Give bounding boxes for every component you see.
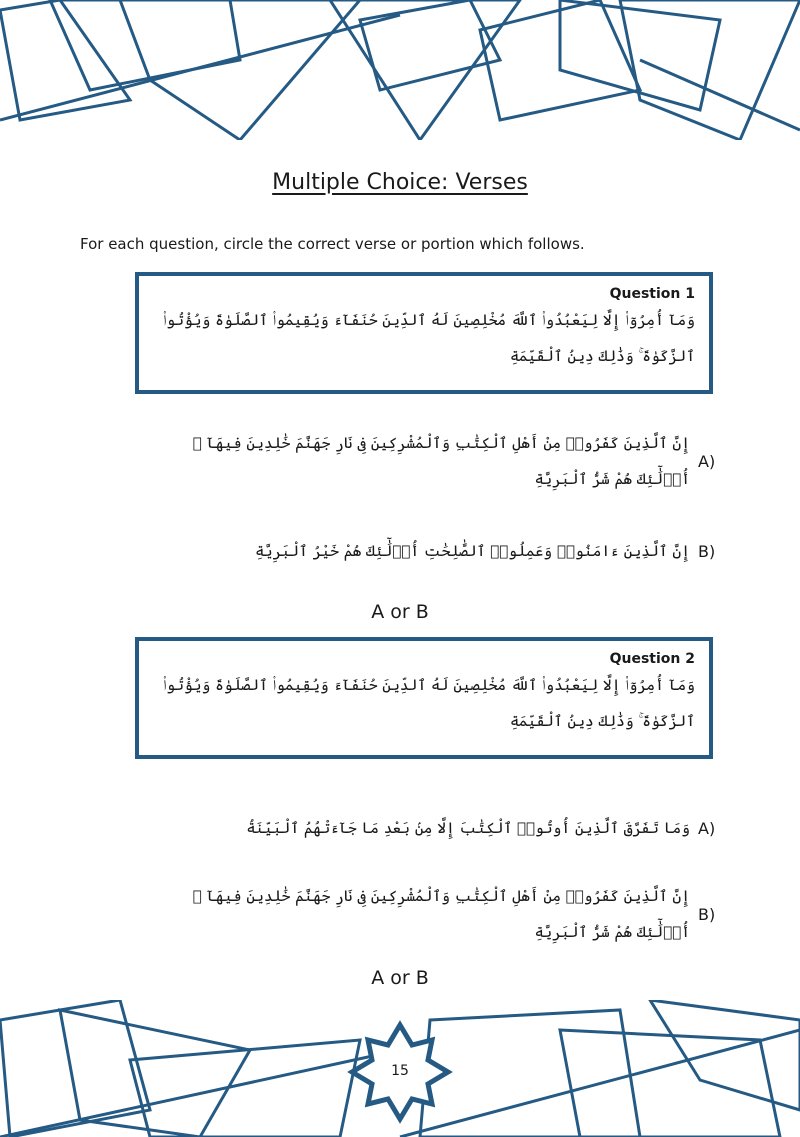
question-1-box <box>135 272 713 394</box>
option-text: وَمَا تَفَرَّقَ ٱلَّذِينَ أُوتُوا۟ ٱلْكِتَٰبَ إِلَّا مِنۢ بَعْدِ مَا جَآءَتْهُمُ ٱلْبَيِّنَةُ <box>246 819 690 837</box>
instructions: For each question, circle the correct verse or portion which follows. <box>80 235 585 253</box>
question-label: Question 1 <box>609 286 695 302</box>
question-label: Question 2 <box>609 651 695 667</box>
option-b[interactable] <box>140 533 720 569</box>
page-number: 15 <box>391 1063 409 1079</box>
option-letter: B) <box>698 541 716 561</box>
option-letter: A) <box>698 451 716 471</box>
page-title: Multiple Choice: Verses <box>272 170 528 195</box>
option-a[interactable] <box>140 810 720 846</box>
question-verse: وَمَآ أُمِرُوٓا۟ إِلَّا لِيَعْبُدُوا۟ ٱللَّهَ مُخْلِصِينَ لَهُ ٱلدِّينَ حُنَفَآءَ وَيُقِيمُوا۟ ٱلصَّلَوٰةَ وَيُؤْتُوا۟ ٱلزَّكَوٰةَ ۚ وَذَٰلِكَ دِينُ ٱلْقَيِّمَةِ <box>162 676 695 730</box>
top-geometric-decoration <box>0 0 800 140</box>
question-verse: وَمَآ أُمِرُوٓا۟ إِلَّا لِيَعْبُدُوا۟ ٱللَّهَ مُخْلِصِينَ لَهُ ٱلدِّينَ حُنَفَآءَ وَيُقِيمُوا۟ ٱلصَّلَوٰةَ وَيُؤْتُوا۟ ٱلزَّكَوٰةَ ۚ وَذَٰلِكَ دِينُ ٱلْقَيِّمَةِ <box>162 311 695 365</box>
answer-prompt: A or B <box>371 601 429 623</box>
option-a[interactable] <box>140 425 720 497</box>
option-letter: A) <box>698 818 716 838</box>
question-2-box <box>135 637 713 759</box>
answer-prompt: A or B <box>371 967 429 989</box>
option-b[interactable] <box>140 878 720 950</box>
option-text: إِنَّ ٱلَّذِينَ كَفَرُوا۟ مِنْ أَهْلِ ٱلْكِتَٰبِ وَٱلْمُشْرِكِينَ فِى نَارِ جَهَنَّمَ خَٰلِدِينَ فِيهَآ ۚ أُو۟لَٰٓئِكَ هُمْ شَرُّ ٱلْبَرِيَّةِ <box>192 434 690 488</box>
option-text: إِنَّ ٱلَّذِينَ ءَامَنُوا۟ وَعَمِلُوا۟ ٱلصَّٰلِحَٰتِ أُو۟لَٰٓئِكَ هُمْ خَيْرُ ٱلْبَرِيَّةِ <box>255 542 690 560</box>
option-text: إِنَّ ٱلَّذِينَ كَفَرُوا۟ مِنْ أَهْلِ ٱلْكِتَٰبِ وَٱلْمُشْرِكِينَ فِى نَارِ جَهَنَّمَ خَٰلِدِينَ فِيهَآ ۚ أُو۟لَٰٓئِكَ هُمْ شَرُّ ٱلْبَرِيَّةِ <box>192 887 690 941</box>
option-letter: B) <box>698 904 716 924</box>
